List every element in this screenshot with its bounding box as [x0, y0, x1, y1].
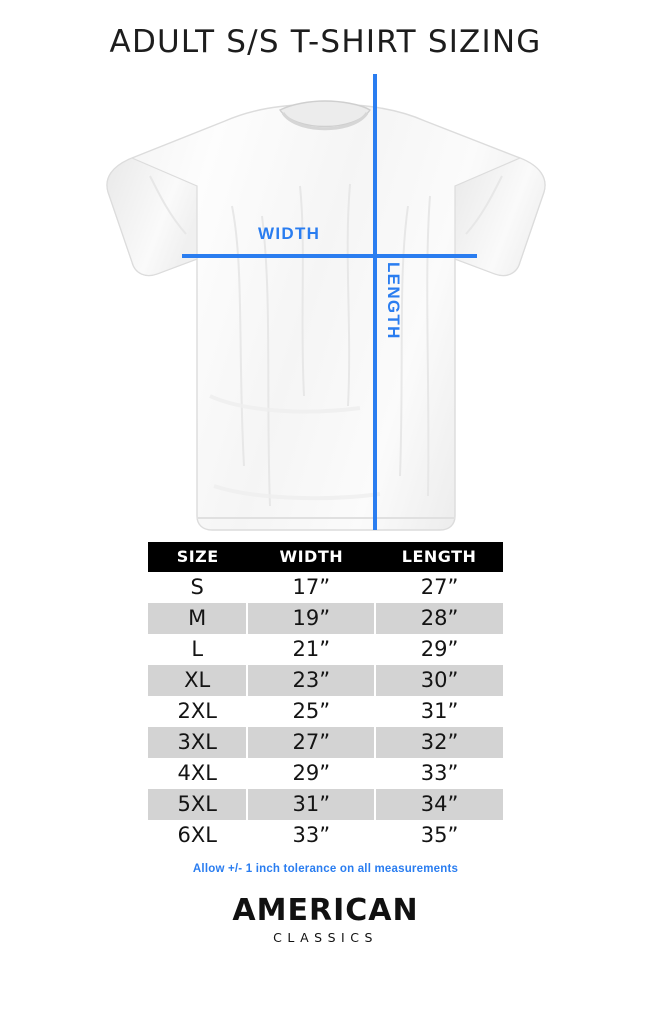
cell-length: 27”: [375, 572, 503, 603]
table-row: [148, 603, 503, 634]
length-label: LENGTH: [384, 262, 403, 340]
tolerance-note: Allow +/- 1 inch tolerance on all measurements: [192, 863, 459, 875]
tshirt-illustration: [0, 66, 651, 536]
table-row: [148, 696, 503, 727]
table-row: [148, 665, 503, 696]
cell-size: S: [148, 572, 247, 603]
width-measure-line: [182, 254, 477, 258]
cell-size: 6XL: [148, 820, 247, 851]
brand-tagline: CLASSICS: [273, 930, 378, 945]
length-measure-line: [373, 74, 377, 530]
column-header-size: SIZE: [148, 542, 247, 572]
table-row: [148, 572, 503, 603]
size-table-wrapper: [148, 542, 503, 851]
cell-length: 28”: [375, 603, 503, 634]
cell-size: 3XL: [148, 727, 247, 758]
cell-size: 5XL: [148, 789, 247, 820]
column-header-width: WIDTH: [247, 542, 375, 572]
size-table: [148, 542, 503, 851]
cell-length: 30”: [375, 665, 503, 696]
cell-length: 29”: [375, 634, 503, 665]
cell-width: 23”: [247, 665, 375, 696]
brand-name: AMERICAN: [232, 893, 419, 928]
table-row: [148, 634, 503, 665]
page-title: ADULT S/S T-SHIRT SIZING: [109, 24, 542, 60]
table-row: [148, 820, 503, 851]
shirt-diagram: [0, 66, 651, 536]
cell-width: 21”: [247, 634, 375, 665]
cell-length: 35”: [375, 820, 503, 851]
cell-length: 34”: [375, 789, 503, 820]
cell-size: L: [148, 634, 247, 665]
cell-length: 33”: [375, 758, 503, 789]
column-header-length: LENGTH: [375, 542, 503, 572]
cell-width: 33”: [247, 820, 375, 851]
table-row: [148, 758, 503, 789]
cell-width: 19”: [247, 603, 375, 634]
cell-size: 4XL: [148, 758, 247, 789]
cell-width: 25”: [247, 696, 375, 727]
brand-logo: [0, 893, 651, 945]
table-row: [148, 789, 503, 820]
cell-width: 31”: [247, 789, 375, 820]
cell-length: 31”: [375, 696, 503, 727]
cell-size: 2XL: [148, 696, 247, 727]
cell-size: XL: [148, 665, 247, 696]
cell-size: M: [148, 603, 247, 634]
width-label: WIDTH: [258, 224, 321, 243]
cell-width: 27”: [247, 727, 375, 758]
cell-width: 17”: [247, 572, 375, 603]
table-row: [148, 727, 503, 758]
table-header-row: [148, 542, 503, 572]
cell-width: 29”: [247, 758, 375, 789]
cell-length: 32”: [375, 727, 503, 758]
